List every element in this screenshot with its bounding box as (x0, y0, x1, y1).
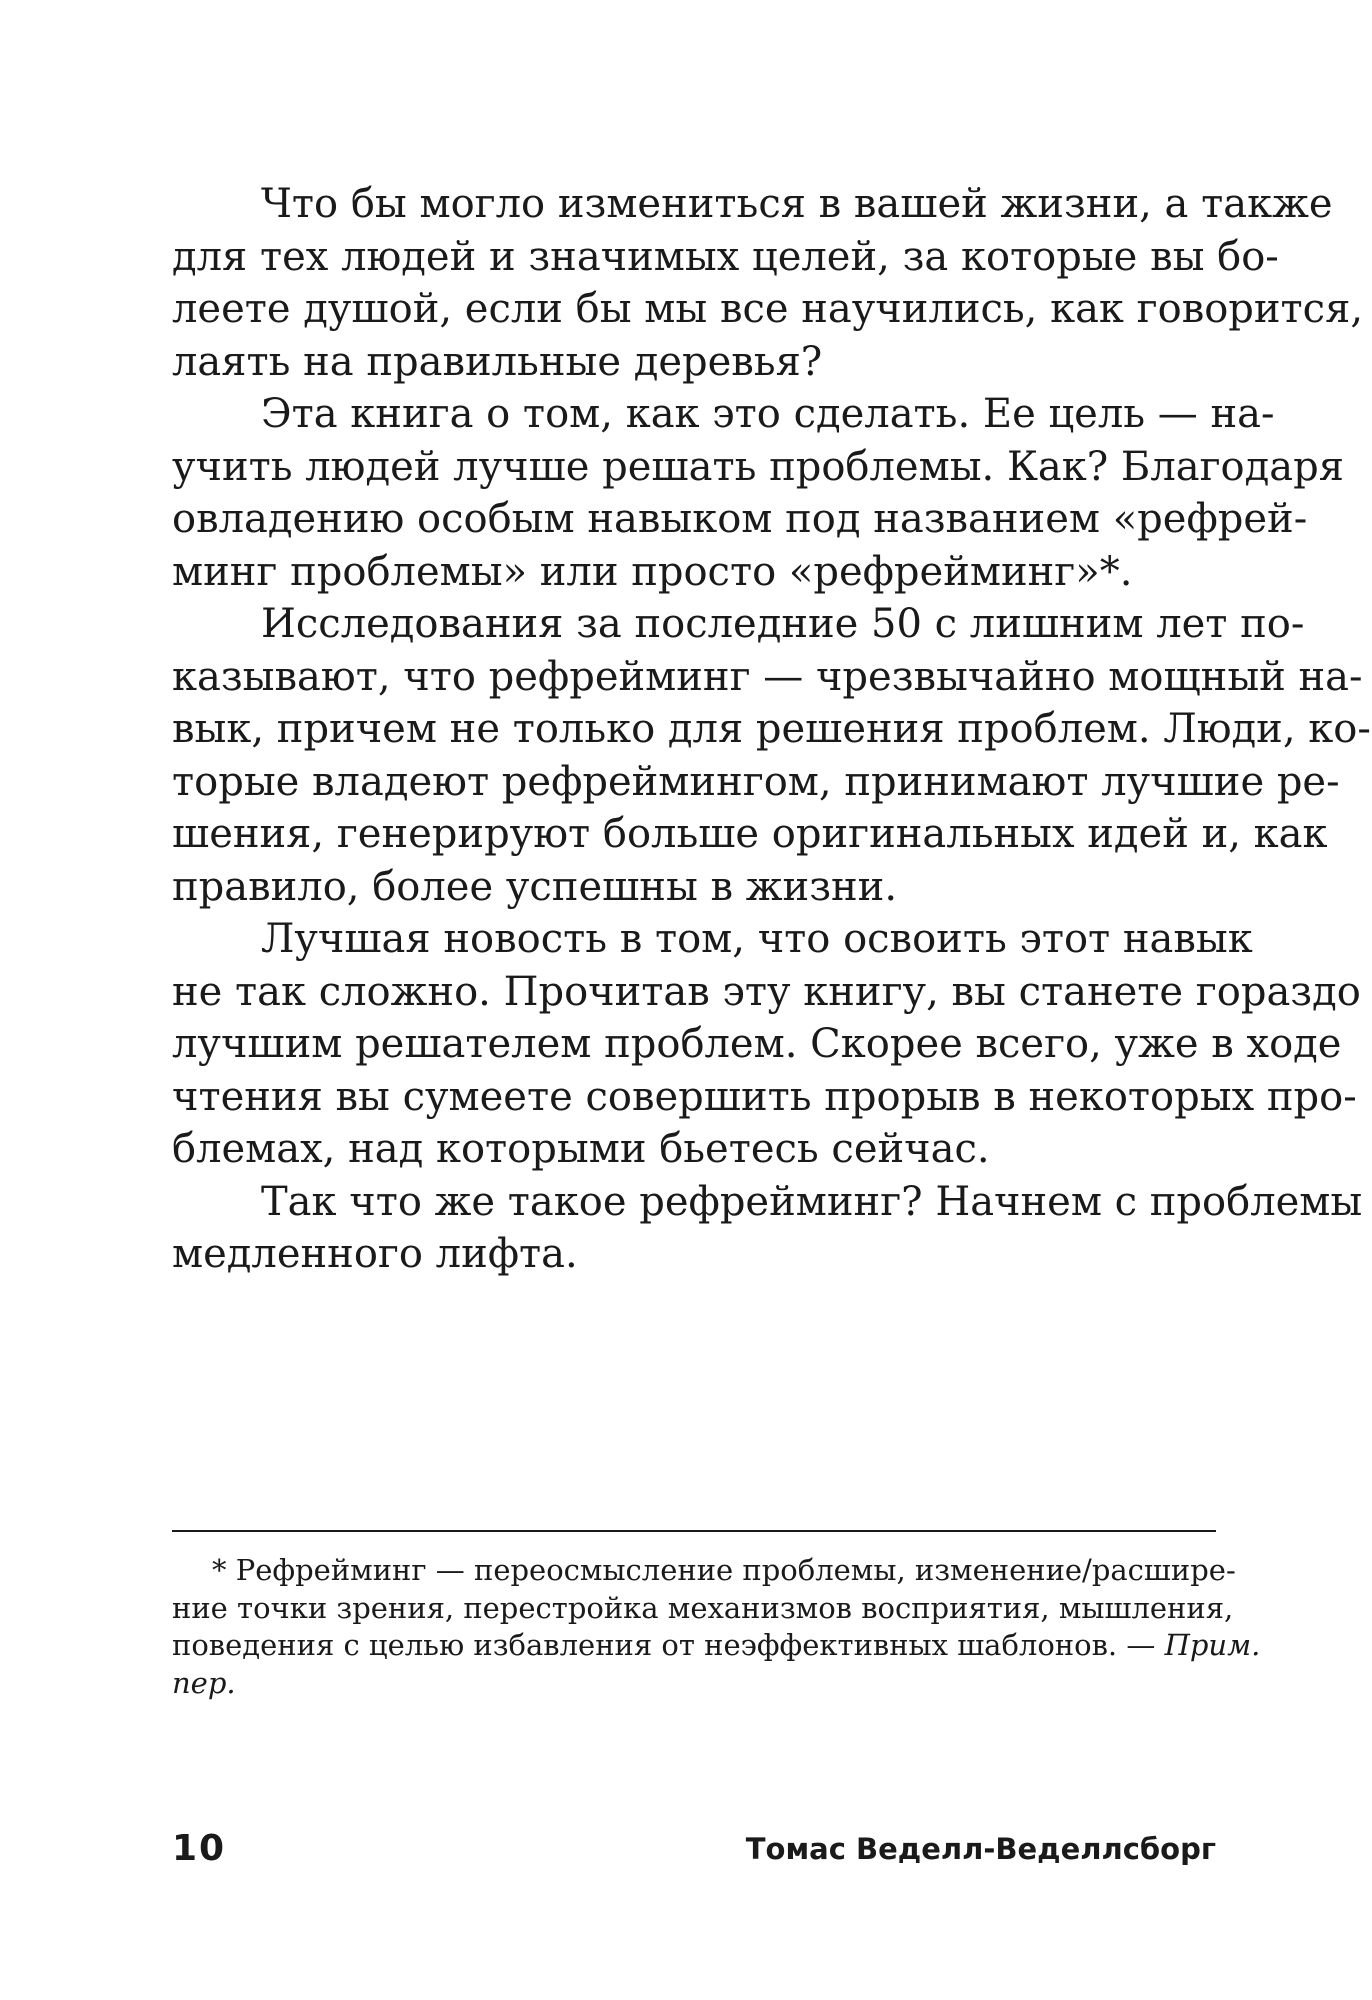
text-line: для тех людей и значимых целей, за которые вы бо- (172, 233, 1279, 280)
footnote-line: ние точки зрения, перестройка механизмов восприятия, мышления, (172, 1590, 1234, 1625)
text-line: вык, причем не только для решения проблем. Люди, ко- (172, 706, 1371, 752)
footnote-divider (172, 1530, 1216, 1532)
footnote-line (172, 1627, 1261, 1665)
text-line: Что бы могло измениться в вашей жизни, а также (261, 181, 1333, 227)
footnote-line-text: поведения с целью избавления от неэффективных шаблонов. — (172, 1628, 1156, 1662)
page-number: 10 (172, 1828, 227, 1869)
text-line: лучшим решателем проблем. Скорее всего, уже в ходе (172, 1021, 1342, 1067)
text-line: медленного лифта. (172, 1231, 578, 1277)
text-line: шения, генерируют больше оригинальных идей и, как (172, 811, 1328, 857)
translator-note-label-end: пер. (172, 1665, 236, 1700)
text-line: Так что же такое рефрейминг? Начнем с проблемы (261, 1178, 1363, 1225)
translator-note-label: Прим. (1164, 1628, 1261, 1662)
text-line: Исследования за последние 50 с лишним лет по- (261, 601, 1305, 647)
footnote-line: * Рефрейминг — переосмысление проблемы, изменение/расшире- (212, 1553, 1236, 1587)
body-text (172, 178, 1371, 1281)
text-line: минг проблемы» или просто «рефрейминг»*. (172, 548, 1133, 595)
text-line: Эта книга о том, как это сделать. Ее цель — на- (261, 391, 1275, 437)
text-line: блемах, над которыми бьетесь сейчас. (172, 1126, 990, 1172)
text-line: торые владеют рефреймингом, принимают лучшие ре- (172, 758, 1340, 805)
text-line: правило, более успешны в жизни. (172, 863, 898, 910)
text-line: леете душой, если бы мы все научились, как говорится, (172, 286, 1364, 332)
text-line: чтения вы сумеете совершить прорыв в некоторых про- (172, 1073, 1357, 1120)
running-head-author: Томас Веделл-Веделлсборг (745, 1832, 1216, 1866)
text-line: учить людей лучше решать проблемы. Как? Благодаря (172, 443, 1344, 490)
page-footer (172, 1828, 1216, 1878)
text-line: овладению особым навыком под названием «рефрей- (172, 496, 1308, 542)
footnote (172, 1552, 1261, 1702)
text-line: Лучшая новость в том, что освоить этот навык (261, 916, 1253, 962)
text-line: лаять на правильные деревья? (172, 338, 823, 385)
text-line: не так сложно. Прочитав эту книгу, вы станете гораздо (172, 968, 1361, 1015)
text-line: казывают, что рефрейминг — чрезвычайно мощный на- (172, 653, 1363, 700)
